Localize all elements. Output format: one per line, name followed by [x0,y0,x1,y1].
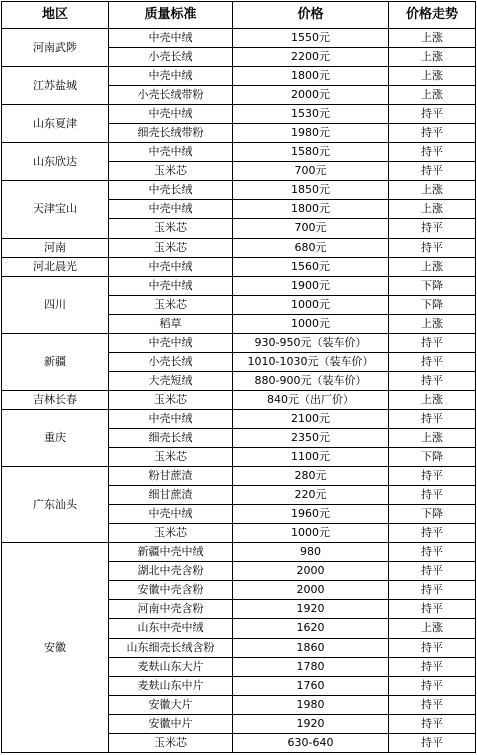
region-cell: 山东欣达 [2,143,109,181]
price-cell: 2000 [233,562,389,581]
trend-cell: 持平 [389,714,476,733]
grade-cell: 山东中壳中绒 [109,619,233,638]
table-row [2,143,476,162]
price-cell: 1620 [233,619,389,638]
price-cell: 1760 [233,676,389,695]
trend-cell: 持平 [389,333,476,352]
grade-cell: 粉甘蔗渣 [109,467,233,486]
grade-cell: 细甘蔗渣 [109,486,233,505]
grade-cell: 新疆中壳中绒 [109,543,233,562]
grade-cell: 小壳长绒 [109,352,233,371]
trend-cell: 下降 [389,505,476,524]
region-cell: 四川 [2,276,109,333]
grade-cell: 大壳短绒 [109,371,233,390]
region-cell: 河北晨光 [2,257,109,276]
price-cell: 1800元 [233,67,389,86]
grade-cell: 稻草 [109,314,233,333]
price-cell: 630-640 [233,733,389,752]
price-cell: 220元 [233,486,389,505]
table-row [2,257,476,276]
trend-cell: 持平 [389,162,476,181]
grade-cell: 中壳中绒 [109,29,233,48]
trend-cell: 下降 [389,276,476,295]
region-cell: 吉林长春 [2,390,109,409]
grade-cell: 中壳长绒 [109,181,233,200]
trend-cell: 持平 [389,543,476,562]
table-row [2,333,476,352]
grade-cell: 玉米芯 [109,162,233,181]
price-cell: 1000元 [233,314,389,333]
grade-cell: 玉米芯 [109,390,233,409]
trend-cell: 下降 [389,448,476,467]
price-cell: 1900元 [233,276,389,295]
grade-cell: 湖北中壳含粉 [109,562,233,581]
table-row [2,105,476,124]
trend-cell: 持平 [389,371,476,390]
region-cell: 新疆 [2,333,109,390]
price-cell: 1000元 [233,295,389,314]
grade-cell: 中壳中绒 [109,105,233,124]
price-cell: 700元 [233,219,389,238]
trend-cell: 下降 [389,295,476,314]
table-row [2,238,476,257]
grade-cell: 安徽大片 [109,695,233,714]
price-cell: 1530元 [233,105,389,124]
grade-cell: 小壳长绒带粉 [109,86,233,105]
trend-cell: 上涨 [389,29,476,48]
header-region: 地区 [2,2,109,29]
price-cell: 1800元 [233,200,389,219]
trend-cell: 持平 [389,143,476,162]
grade-cell: 中壳中绒 [109,505,233,524]
trend-cell: 持平 [389,524,476,543]
price-cell: 2200元 [233,48,389,67]
price-cell: 2000元 [233,86,389,105]
table-row [2,409,476,428]
trend-cell: 上涨 [389,390,476,409]
trend-cell: 持平 [389,219,476,238]
region-cell: 安徽 [2,543,109,753]
table-row [2,543,476,562]
table-row [2,276,476,295]
trend-cell: 上涨 [389,200,476,219]
grade-cell: 中壳中绒 [109,333,233,352]
price-cell: 1980 [233,695,389,714]
header-row [2,2,476,29]
trend-cell: 持平 [389,562,476,581]
price-cell: 1000元 [233,524,389,543]
trend-cell: 上涨 [389,257,476,276]
region-cell: 广东汕头 [2,467,109,543]
trend-cell: 持平 [389,486,476,505]
region-cell: 河南 [2,238,109,257]
trend-cell: 持平 [389,600,476,619]
trend-cell: 持平 [389,676,476,695]
grade-cell: 中壳中绒 [109,276,233,295]
price-cell: 1920 [233,600,389,619]
region-cell: 重庆 [2,409,109,466]
price-cell: 700元 [233,162,389,181]
trend-cell: 持平 [389,638,476,657]
table-row [2,29,476,48]
price-cell: 1860 [233,638,389,657]
trend-cell: 持平 [389,105,476,124]
price-table [1,1,476,753]
grade-cell: 玉米芯 [109,238,233,257]
price-cell: 280元 [233,467,389,486]
trend-cell: 上涨 [389,181,476,200]
grade-cell: 中壳中绒 [109,257,233,276]
grade-cell: 中壳中绒 [109,409,233,428]
trend-cell: 持平 [389,695,476,714]
table-row [2,467,476,486]
grade-cell: 玉米芯 [109,524,233,543]
trend-cell: 持平 [389,733,476,752]
price-cell: 1550元 [233,29,389,48]
price-cell: 980 [233,543,389,562]
grade-cell: 细壳长绒 [109,428,233,447]
price-cell: 1560元 [233,257,389,276]
trend-cell: 上涨 [389,619,476,638]
grade-cell: 玉米芯 [109,295,233,314]
price-cell: 2000 [233,581,389,600]
price-cell: 2100元 [233,409,389,428]
price-cell: 930-950元（装车价） [233,333,389,352]
grade-cell: 中壳中绒 [109,67,233,86]
price-cell: 1010-1030元（装车价） [233,352,389,371]
grade-cell: 河南中壳含粉 [109,600,233,619]
trend-cell: 持平 [389,657,476,676]
trend-cell: 上涨 [389,314,476,333]
trend-cell: 上涨 [389,86,476,105]
table-row [2,181,476,200]
trend-cell: 上涨 [389,67,476,86]
region-cell: 河南武陟 [2,29,109,67]
trend-cell: 上涨 [389,48,476,67]
trend-cell: 持平 [389,352,476,371]
grade-cell: 山东细壳长绒含粉 [109,638,233,657]
trend-cell: 持平 [389,467,476,486]
price-cell: 840元（出厂价） [233,390,389,409]
grade-cell: 玉米芯 [109,448,233,467]
price-cell: 2350元 [233,428,389,447]
grade-cell: 麦麸山东中片 [109,676,233,695]
trend-cell: 持平 [389,124,476,143]
region-cell: 天津宝山 [2,181,109,238]
price-cell: 1850元 [233,181,389,200]
grade-cell: 小壳长绒 [109,48,233,67]
price-cell: 1920 [233,714,389,733]
price-cell: 1100元 [233,448,389,467]
table-body [2,29,476,753]
grade-cell: 细壳长绒带粉 [109,124,233,143]
grade-cell: 玉米芯 [109,733,233,752]
price-cell: 1980元 [233,124,389,143]
price-cell: 1580元 [233,143,389,162]
table-row [2,390,476,409]
trend-cell: 持平 [389,581,476,600]
trend-cell: 持平 [389,238,476,257]
price-cell: 1780 [233,657,389,676]
grade-cell: 玉米芯 [109,219,233,238]
table-row [2,67,476,86]
price-cell: 1960元 [233,505,389,524]
region-cell: 江苏盐城 [2,67,109,105]
header-grade: 质量标准 [109,2,233,29]
trend-cell: 持平 [389,409,476,428]
grade-cell: 安徽中壳含粉 [109,581,233,600]
header-price: 价格 [233,2,389,29]
price-cell: 880-900元（装车价） [233,371,389,390]
grade-cell: 安徽中片 [109,714,233,733]
price-cell: 680元 [233,238,389,257]
header-trend: 价格走势 [389,2,476,29]
region-cell: 山东夏津 [2,105,109,143]
trend-cell: 上涨 [389,428,476,447]
grade-cell: 麦麸山东大片 [109,657,233,676]
grade-cell: 中壳中绒 [109,143,233,162]
grade-cell: 中壳中绒 [109,200,233,219]
